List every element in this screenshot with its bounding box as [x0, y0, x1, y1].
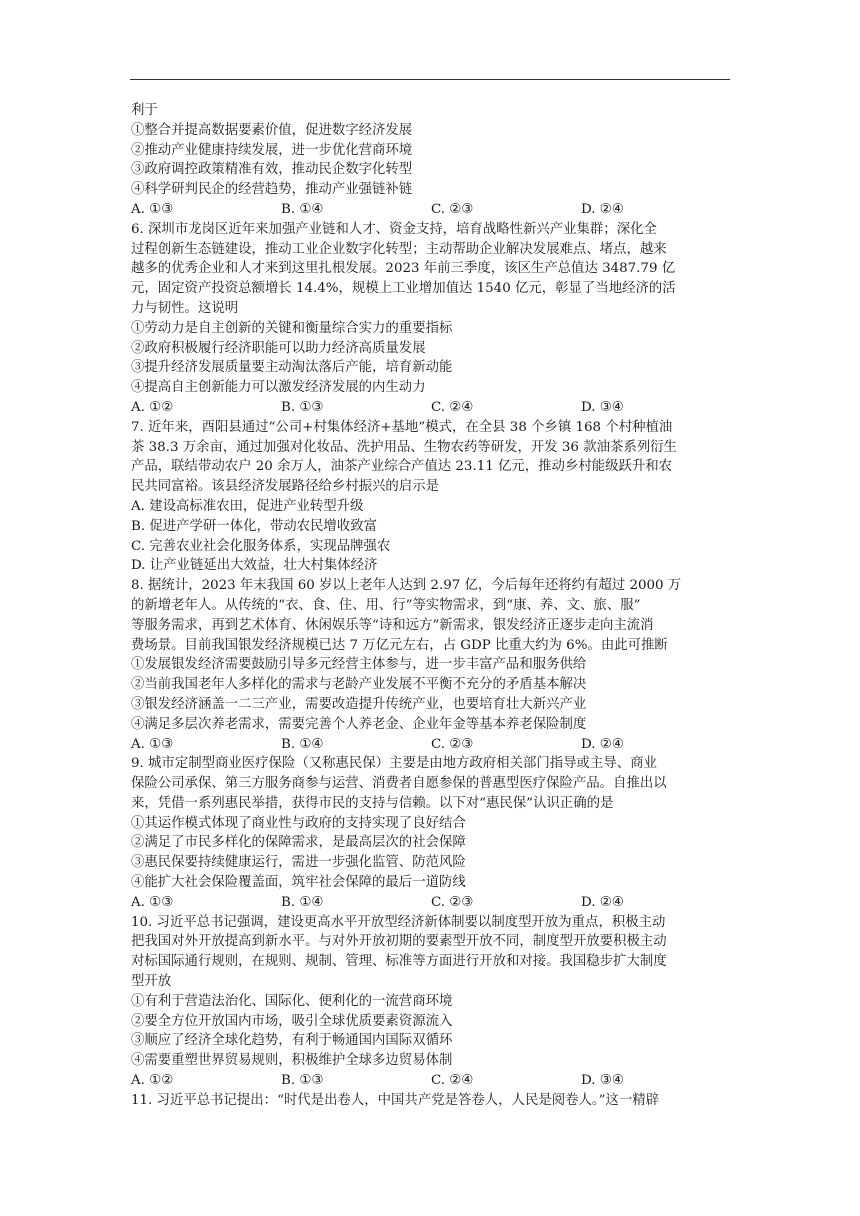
choice-item: ③惠民保要持续健康运行，需进一步强化监管、防范风险	[131, 855, 466, 871]
option-b: B. ①④	[281, 736, 324, 752]
option-a: A. 建设高标准农田，促进产业转型升级	[131, 498, 364, 514]
option-a: A. ①③	[131, 736, 174, 752]
question-7	[131, 418, 731, 576]
question-stem-line: 10. 习近平总书记强调，建设更高水平开放型经济新体制要以制度型开放为重点，积极主动	[131, 914, 666, 930]
option-b: B. ①④	[281, 201, 324, 217]
option-d: D. 让产业链延出大效益，壮大村集体经济	[131, 558, 378, 574]
question-stem-line: 把我国对外开放提高到新水平。与对外开放初期的要素型开放不同，制度型开放要积极主动	[131, 934, 667, 950]
answer-options	[131, 893, 731, 913]
option-d: D. ②④	[581, 894, 624, 910]
option-c: C. ②③	[431, 736, 474, 752]
choice-item: ④能扩大社会保险覆盖面，筑牢社会保障的最后一道防线	[131, 875, 466, 891]
question-stem-line: 对标国际通行规则，在规则、规制、管理、标准等方面进行开放和对接。我国稳步扩大制度	[131, 954, 667, 970]
question-stem-line: 茶 38.3 万余亩，通过加强对化妆品、洗护用品、生物农药等研发，开发 36 款油茶系列衍生	[131, 439, 677, 455]
question-stem-line: 民共同富裕。该县经济发展路径给乡村振兴的启示是	[131, 479, 439, 495]
option-b: B. ①③	[281, 1073, 324, 1089]
choice-item: ③政府调控政策精准有效，推动民企数字化转型	[131, 162, 413, 178]
choice-item: ①其运作模式体现了商业性与政府的支持实现了良好结合	[131, 815, 466, 831]
choice-item: ③银发经济涵盖一二三产业，需要改造提升传统产业，也要培育壮大新兴产业	[131, 696, 587, 712]
option-b: B. ①④	[281, 894, 324, 910]
exam-page	[131, 101, 731, 1111]
option-d: D. ③④	[581, 1073, 624, 1089]
choice-item: ④需要重塑世界贸易规则，积极维护全球多边贸易体制	[131, 1053, 453, 1069]
option-b: B. ①③	[281, 399, 324, 415]
question-9	[131, 754, 731, 912]
choice-item: ①劳动力是自主创新的关键和衡量综合实力的重要指标	[131, 320, 453, 336]
choice-item: ②满足了市民多样化的保障需求，是最高层次的社会保障	[131, 835, 466, 851]
choice-item: ③顺应了经济全球化趋势，有利于畅通国内国际双循环	[131, 1033, 453, 1049]
question-5-tail	[131, 101, 731, 220]
option-c: C. 完善农业社会化服务体系，实现品牌强农	[131, 538, 391, 554]
choice-item: ②要全方位开放国内市场，吸引全球优质要素资源流入	[131, 1013, 453, 1029]
answer-options	[131, 1071, 731, 1091]
option-a: A. ①②	[131, 399, 174, 415]
choice-item: ④提高自主创新能力可以激发经济发展的内生动力	[131, 380, 426, 396]
question-stem-line: 过程创新生态链建设，推动工业企业数字化转型；主动帮助企业解决发展难点、堵点，越来	[131, 241, 667, 257]
option-a: A. ①③	[131, 894, 174, 910]
choice-item: ③提升经济发展质量要主动淘汰落后产能，培育新动能	[131, 360, 453, 376]
question-stem-line: 的新增老年人。从传统的“衣、食、住、用、行”等实物需求，到“康、养、文、旅、服”	[131, 597, 641, 613]
option-a: A. ①③	[131, 201, 174, 217]
question-stem-line: 7. 近年来，酉阳县通过“公司+村集体经济+基地”模式，在全县 38 个乡镇 168 个村种植油	[131, 419, 673, 435]
question-stem-line: 越多的优秀企业和人才来到这里扎根发展。2023 年前三季度，该区生产总值达 3487.79 亿	[131, 261, 676, 277]
question-stem-line: 6. 深圳市龙岗区近年来加强产业链和人才、资金支持，培育战略性新兴产业集群；深化全	[131, 221, 657, 237]
choice-item: ④科学研判民企的经营趋势，推动产业强链补链	[131, 182, 413, 198]
question-11	[131, 1091, 731, 1111]
choice-item: ④满足多层次养老需求，需要完善个人养老金、企业年金等基本养老保险制度	[131, 716, 587, 732]
question-stem-line: 9. 城市定制型商业医疗保险（又称惠民保）主要是由地方政府相关部门指导或主导、商业	[131, 756, 657, 772]
question-stem-line: 11. 习近平总书记提出：“时代是出卷人，中国共产党是答卷人，人民是阅卷人。”这一精辟	[131, 1092, 659, 1108]
question-stem-line: 保险公司承保、第三方服务商参与运营、消费者自愿参保的普惠型医疗保险产品。自推出以	[131, 776, 667, 792]
answer-options	[131, 398, 731, 418]
option-b: B. 促进产学研一体化，带动农民增收致富	[131, 518, 377, 534]
choice-item: ②推动产业健康持续发展，进一步优化营商环境	[131, 142, 413, 158]
question-stem-line: 力与韧性。这说明	[131, 300, 239, 316]
choice-item: ②当前我国老年人多样化的需求与老龄产业发展不平衡不充分的矛盾基本解决	[131, 677, 587, 693]
choice-item: ①整合并提高数据要素价值，促进数字经济发展	[131, 122, 413, 138]
option-c: C. ②③	[431, 894, 474, 910]
option-a: A. ①②	[131, 1073, 174, 1089]
question-6	[131, 220, 731, 418]
question-stem-line: 元，固定资产投资总额增长 14.4%，规模上工业增加值达 1540 亿元，彰显了当地经济的活	[131, 281, 676, 297]
question-stem-line: 8. 据统计，2023 年末我国 60 岁以上老年人达到 2.97 亿，今后每年还将约有超过 2000 万	[131, 578, 682, 594]
choice-item: ①有利于营造法治化、国际化、便利化的一流营商环境	[131, 993, 453, 1009]
question-stem-line: 来，凭借一系列惠民举措，获得市民的支持与信赖。以下对“惠民保”认识正确的是	[131, 795, 614, 811]
header-rule	[130, 79, 730, 80]
question-10	[131, 913, 731, 1091]
option-d: D. ③④	[581, 399, 624, 415]
option-c: C. ②④	[431, 399, 474, 415]
option-d: D. ②④	[581, 736, 624, 752]
answer-options	[131, 735, 731, 755]
question-stem-line: 费场景。目前我国银发经济规模已达 7 万亿元左右，占 GDP 比重大约为 6%。由此可推断	[131, 637, 668, 653]
choice-item: ①发展银发经济需要鼓励引导多元经营主体参与，进一步丰富产品和服务供给	[131, 657, 587, 673]
answer-options	[131, 200, 731, 220]
option-d: D. ②④	[581, 201, 624, 217]
question-stem-line: 等服务需求，再到艺术体育、休闲娱乐等“诗和远方”新需求，银发经济正逐步走向主流消	[131, 617, 654, 633]
question-stem-line: 利于	[131, 103, 158, 118]
question-8	[131, 576, 731, 754]
option-c: C. ②③	[431, 201, 474, 217]
choice-item: ②政府积极履行经济职能可以助力经济高质量发展	[131, 340, 426, 356]
option-c: C. ②④	[431, 1073, 474, 1089]
question-stem-line: 型开放	[131, 974, 172, 990]
question-stem-line: 产品，联结带动农户 20 余万人，油茶产业综合产值达 23.11 亿元，推动乡村能级跃升和农	[131, 459, 673, 475]
